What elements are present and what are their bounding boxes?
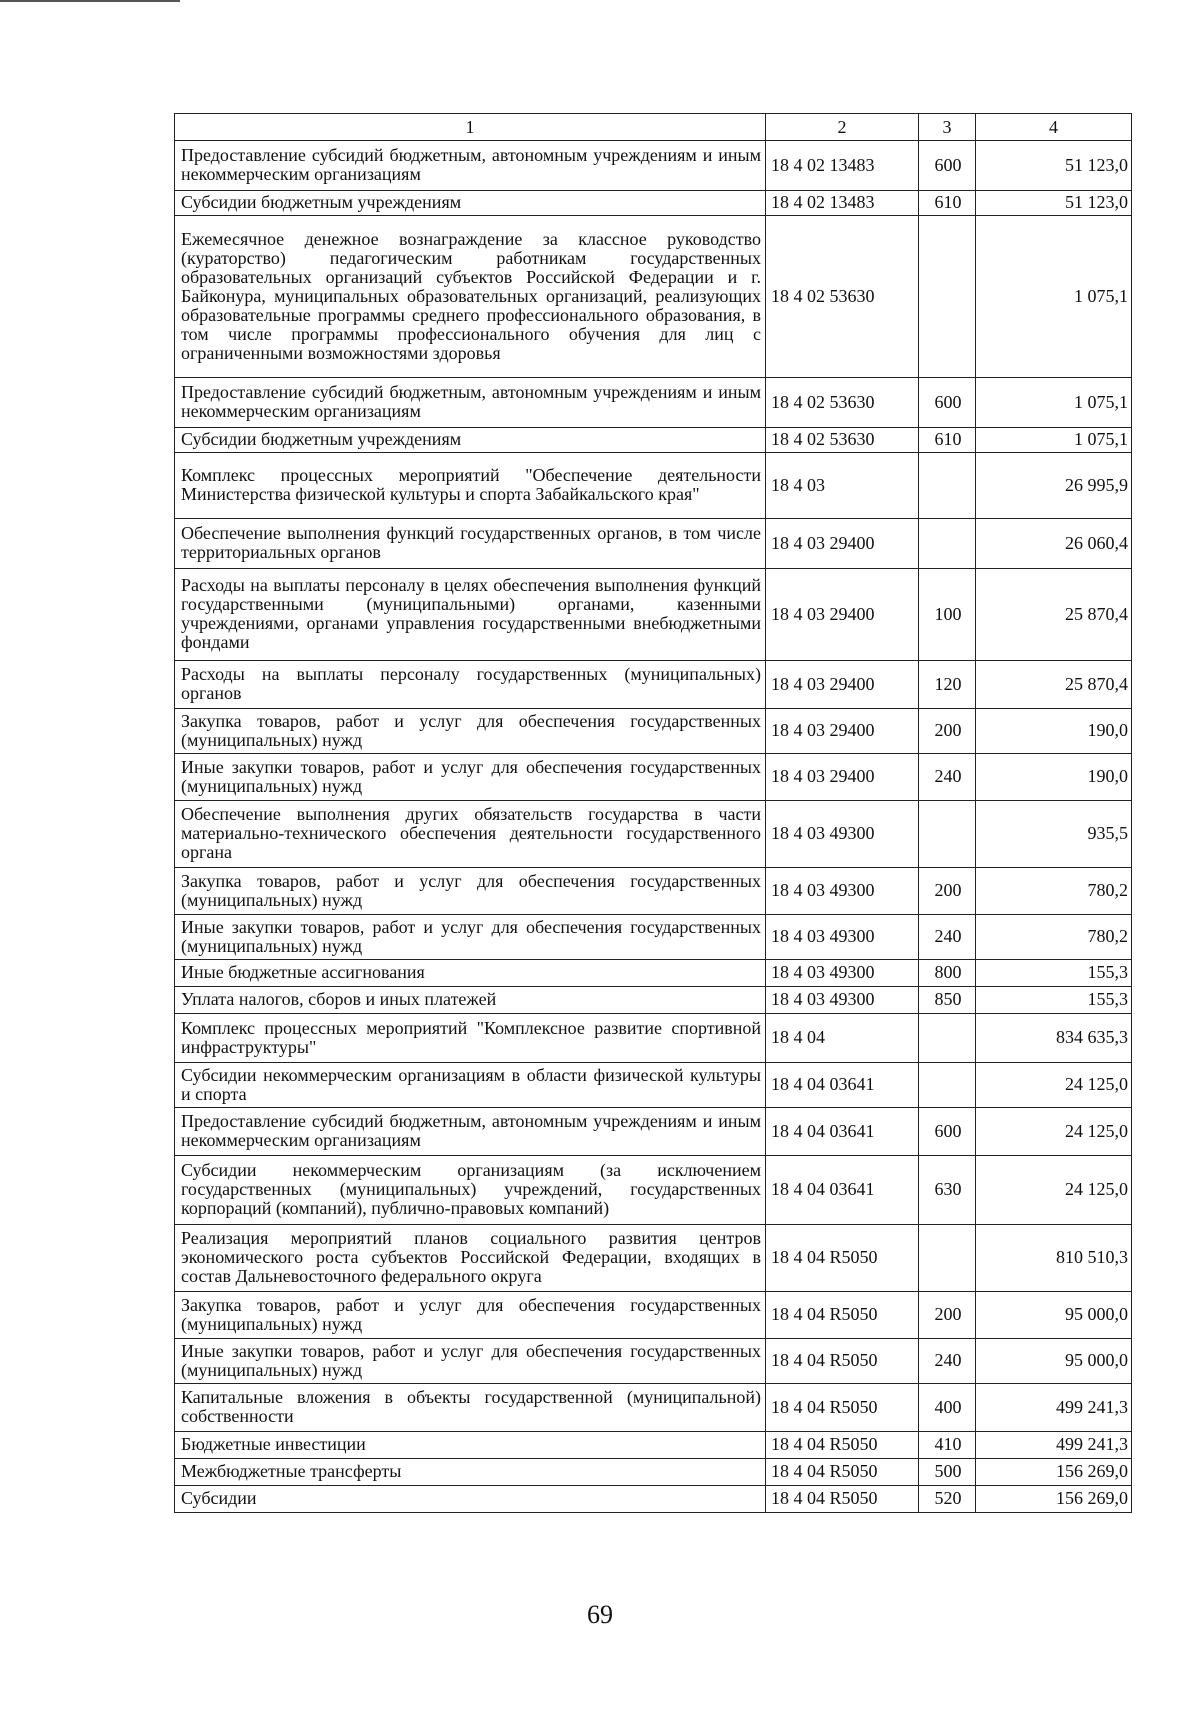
- cell-amount: 156 269,0: [976, 1459, 1132, 1486]
- cell-amount: 1 075,1: [976, 216, 1132, 378]
- cell-name: Предоставление субсидий бюджетным, автономным учреждениям и иным некоммерческим организациям: [175, 378, 766, 428]
- cell-code: 18 4 04 R5050: [766, 1486, 919, 1513]
- table-row: [175, 661, 1132, 709]
- cell-name: Субсидии некоммерческим организациям (за исключением государственных (муниципальных) учреждений, государственных корпораций (компаний), публично-правовых компаний): [175, 1156, 766, 1225]
- cell-type: 200: [919, 1292, 976, 1339]
- table-row: [175, 216, 1132, 378]
- table-row: [175, 709, 1132, 754]
- cell-type: 100: [919, 569, 976, 661]
- cell-amount: 1 075,1: [976, 378, 1132, 428]
- cell-code: 18 4 03 49300: [766, 987, 919, 1014]
- cell-amount: 499 241,3: [976, 1384, 1132, 1432]
- table-row: [175, 191, 1132, 216]
- cell-amount: 155,3: [976, 987, 1132, 1014]
- cell-amount: 51 123,0: [976, 191, 1132, 216]
- cell-code: 18 4 04: [766, 1014, 919, 1063]
- cell-name: Субсидии бюджетным учреждениям: [175, 191, 766, 216]
- cell-type: 120: [919, 661, 976, 709]
- cell-name: Комплекс процессных мероприятий "Комплексное развитие спортивной инфраструктуры": [175, 1014, 766, 1063]
- table-row: [175, 1292, 1132, 1339]
- table-row: [175, 915, 1132, 960]
- cell-amount: 24 125,0: [976, 1156, 1132, 1225]
- cell-amount: 24 125,0: [976, 1063, 1132, 1108]
- cell-amount: 156 269,0: [976, 1486, 1132, 1513]
- cell-code: 18 4 03 49300: [766, 868, 919, 915]
- cell-name: Субсидии бюджетным учреждениям: [175, 428, 766, 453]
- cell-name: Закупка товаров, работ и услуг для обеспечения государственных (муниципальных) нужд: [175, 868, 766, 915]
- table-row: [175, 378, 1132, 428]
- cell-type: 520: [919, 1486, 976, 1513]
- cell-name: Расходы на выплаты персоналу государственных (муниципальных) органов: [175, 661, 766, 709]
- cell-type: [919, 519, 976, 569]
- cell-code: 18 4 04 R5050: [766, 1225, 919, 1292]
- cell-name: Закупка товаров, работ и услуг для обеспечения государственных (муниципальных) нужд: [175, 1292, 766, 1339]
- cell-name: Предоставление субсидий бюджетным, автономным учреждениям и иным некоммерческим организациям: [175, 1108, 766, 1156]
- table-row: [175, 428, 1132, 453]
- cell-type: 600: [919, 141, 976, 191]
- column-header-2: 2: [766, 114, 919, 141]
- cell-code: 18 4 02 13483: [766, 191, 919, 216]
- cell-type: [919, 1014, 976, 1063]
- cell-name: Обеспечение выполнения функций государственных органов, в том числе территориальных органов: [175, 519, 766, 569]
- table-row: [175, 1014, 1132, 1063]
- cell-name: Реализация мероприятий планов социального развития центров экономического роста субъектов Российской Федерации, входящих в состав Дальневосточного федерального округа: [175, 1225, 766, 1292]
- table-row: [175, 1432, 1132, 1459]
- table-row: [175, 453, 1132, 519]
- cell-type: 200: [919, 709, 976, 754]
- cell-amount: 190,0: [976, 754, 1132, 801]
- cell-amount: 190,0: [976, 709, 1132, 754]
- cell-type: [919, 801, 976, 868]
- cell-type: 240: [919, 1339, 976, 1384]
- cell-type: 240: [919, 915, 976, 960]
- cell-name: Иные бюджетные ассигнования: [175, 960, 766, 987]
- table-row: [175, 1063, 1132, 1108]
- cell-type: 850: [919, 987, 976, 1014]
- cell-amount: 780,2: [976, 868, 1132, 915]
- cell-amount: 780,2: [976, 915, 1132, 960]
- cell-amount: 26 060,4: [976, 519, 1132, 569]
- cell-amount: 95 000,0: [976, 1292, 1132, 1339]
- cell-amount: 810 510,3: [976, 1225, 1132, 1292]
- table-row: [175, 1108, 1132, 1156]
- table-row: [175, 960, 1132, 987]
- cell-code: 18 4 02 53630: [766, 428, 919, 453]
- cell-code: 18 4 04 R5050: [766, 1432, 919, 1459]
- cell-code: 18 4 04 03641: [766, 1156, 919, 1225]
- cell-name: Предоставление субсидий бюджетным, автономным учреждениям и иным некоммерческим организациям: [175, 141, 766, 191]
- cell-type: 410: [919, 1432, 976, 1459]
- cell-amount: 499 241,3: [976, 1432, 1132, 1459]
- cell-code: 18 4 02 53630: [766, 378, 919, 428]
- cell-code: 18 4 03 49300: [766, 960, 919, 987]
- cell-name: Расходы на выплаты персоналу в целях обеспечения выполнения функций государственными (муниципальными) органами, казенными учреждениями, органами управления государственными внебюджетными фондами: [175, 569, 766, 661]
- cell-type: 200: [919, 868, 976, 915]
- column-header-4: 4: [976, 114, 1132, 141]
- cell-code: 18 4 03: [766, 453, 919, 519]
- column-header-3: 3: [919, 114, 976, 141]
- cell-code: 18 4 04 R5050: [766, 1292, 919, 1339]
- cell-amount: 155,3: [976, 960, 1132, 987]
- table-row: [175, 1225, 1132, 1292]
- cell-name: Бюджетные инвестиции: [175, 1432, 766, 1459]
- table-row: [175, 868, 1132, 915]
- table-row: [175, 519, 1132, 569]
- cell-name: Иные закупки товаров, работ и услуг для обеспечения государственных (муниципальных) нужд: [175, 915, 766, 960]
- cell-amount: 25 870,4: [976, 569, 1132, 661]
- cell-code: 18 4 04 03641: [766, 1108, 919, 1156]
- cell-amount: 935,5: [976, 801, 1132, 868]
- table-row: [175, 1486, 1132, 1513]
- cell-amount: 51 123,0: [976, 141, 1132, 191]
- table-row: [175, 987, 1132, 1014]
- cell-name: Капитальные вложения в объекты государственной (муниципальной) собственности: [175, 1384, 766, 1432]
- cell-code: 18 4 03 29400: [766, 754, 919, 801]
- cell-type: 610: [919, 191, 976, 216]
- table-row: [175, 754, 1132, 801]
- cell-name: Обеспечение выполнения других обязательств государства в части материально-технического обеспечения деятельности государственного органа: [175, 801, 766, 868]
- budget-table: [174, 113, 1132, 1513]
- cell-name: Иные закупки товаров, работ и услуг для обеспечения государственных (муниципальных) нужд: [175, 754, 766, 801]
- cell-type: 800: [919, 960, 976, 987]
- cell-code: 18 4 02 13483: [766, 141, 919, 191]
- table-row: [175, 1384, 1132, 1432]
- cell-code: 18 4 04 R5050: [766, 1459, 919, 1486]
- cell-type: 400: [919, 1384, 976, 1432]
- cell-amount: 95 000,0: [976, 1339, 1132, 1384]
- cell-amount: 26 995,9: [976, 453, 1132, 519]
- cell-code: 18 4 02 53630: [766, 216, 919, 378]
- cell-name: Иные закупки товаров, работ и услуг для обеспечения государственных (муниципальных) нужд: [175, 1339, 766, 1384]
- column-header-1: 1: [175, 114, 766, 141]
- table-row: [175, 1459, 1132, 1486]
- cell-code: 18 4 03 29400: [766, 519, 919, 569]
- page-number: 69: [587, 1600, 613, 1629]
- table-row: [175, 1156, 1132, 1225]
- cell-type: 600: [919, 378, 976, 428]
- cell-name: Межбюджетные трансферты: [175, 1459, 766, 1486]
- cell-amount: 1 075,1: [976, 428, 1132, 453]
- cell-type: [919, 1063, 976, 1108]
- cell-code: 18 4 03 29400: [766, 569, 919, 661]
- table-row: [175, 801, 1132, 868]
- cell-type: 600: [919, 1108, 976, 1156]
- cell-code: 18 4 03 29400: [766, 661, 919, 709]
- cell-type: 500: [919, 1459, 976, 1486]
- cell-type: [919, 216, 976, 378]
- cell-name: Уплата налогов, сборов и иных платежей: [175, 987, 766, 1014]
- cell-type: 630: [919, 1156, 976, 1225]
- cell-amount: 25 870,4: [976, 661, 1132, 709]
- cell-code: 18 4 03 29400: [766, 709, 919, 754]
- cell-name: Субсидии некоммерческим организациям в области физической культуры и спорта: [175, 1063, 766, 1108]
- cell-name: Субсидии: [175, 1486, 766, 1513]
- cell-amount: 834 635,3: [976, 1014, 1132, 1063]
- cell-type: [919, 453, 976, 519]
- cell-type: 240: [919, 754, 976, 801]
- cell-name: Ежемесячное денежное вознаграждение за классное руководство (кураторство) педагогическим работникам государственных образовательных организаций субъектов Российской Федерации и г. Байконура, муниципальных образовательных организаций, реализующих образовательные программы среднего профессионального образования, в том числе программы профессионального обучения для лиц с ограниченными возможностями здоровья: [175, 216, 766, 378]
- cell-code: 18 4 03 49300: [766, 915, 919, 960]
- table-row: [175, 1339, 1132, 1384]
- table-row: [175, 141, 1132, 191]
- header-row: [175, 114, 1132, 141]
- cell-amount: 24 125,0: [976, 1108, 1132, 1156]
- table-row: [175, 569, 1132, 661]
- cell-type: [919, 1225, 976, 1292]
- cell-code: 18 4 04 R5050: [766, 1384, 919, 1432]
- cell-name: Закупка товаров, работ и услуг для обеспечения государственных (муниципальных) нужд: [175, 709, 766, 754]
- cell-name: Комплекс процессных мероприятий "Обеспечение деятельности Министерства физической культуры и спорта Забайкальского края": [175, 453, 766, 519]
- cell-code: 18 4 03 49300: [766, 801, 919, 868]
- scan-edge-mark: [0, 0, 180, 2]
- cell-type: 610: [919, 428, 976, 453]
- table-body: [175, 141, 1132, 1513]
- cell-code: 18 4 04 03641: [766, 1063, 919, 1108]
- cell-code: 18 4 04 R5050: [766, 1339, 919, 1384]
